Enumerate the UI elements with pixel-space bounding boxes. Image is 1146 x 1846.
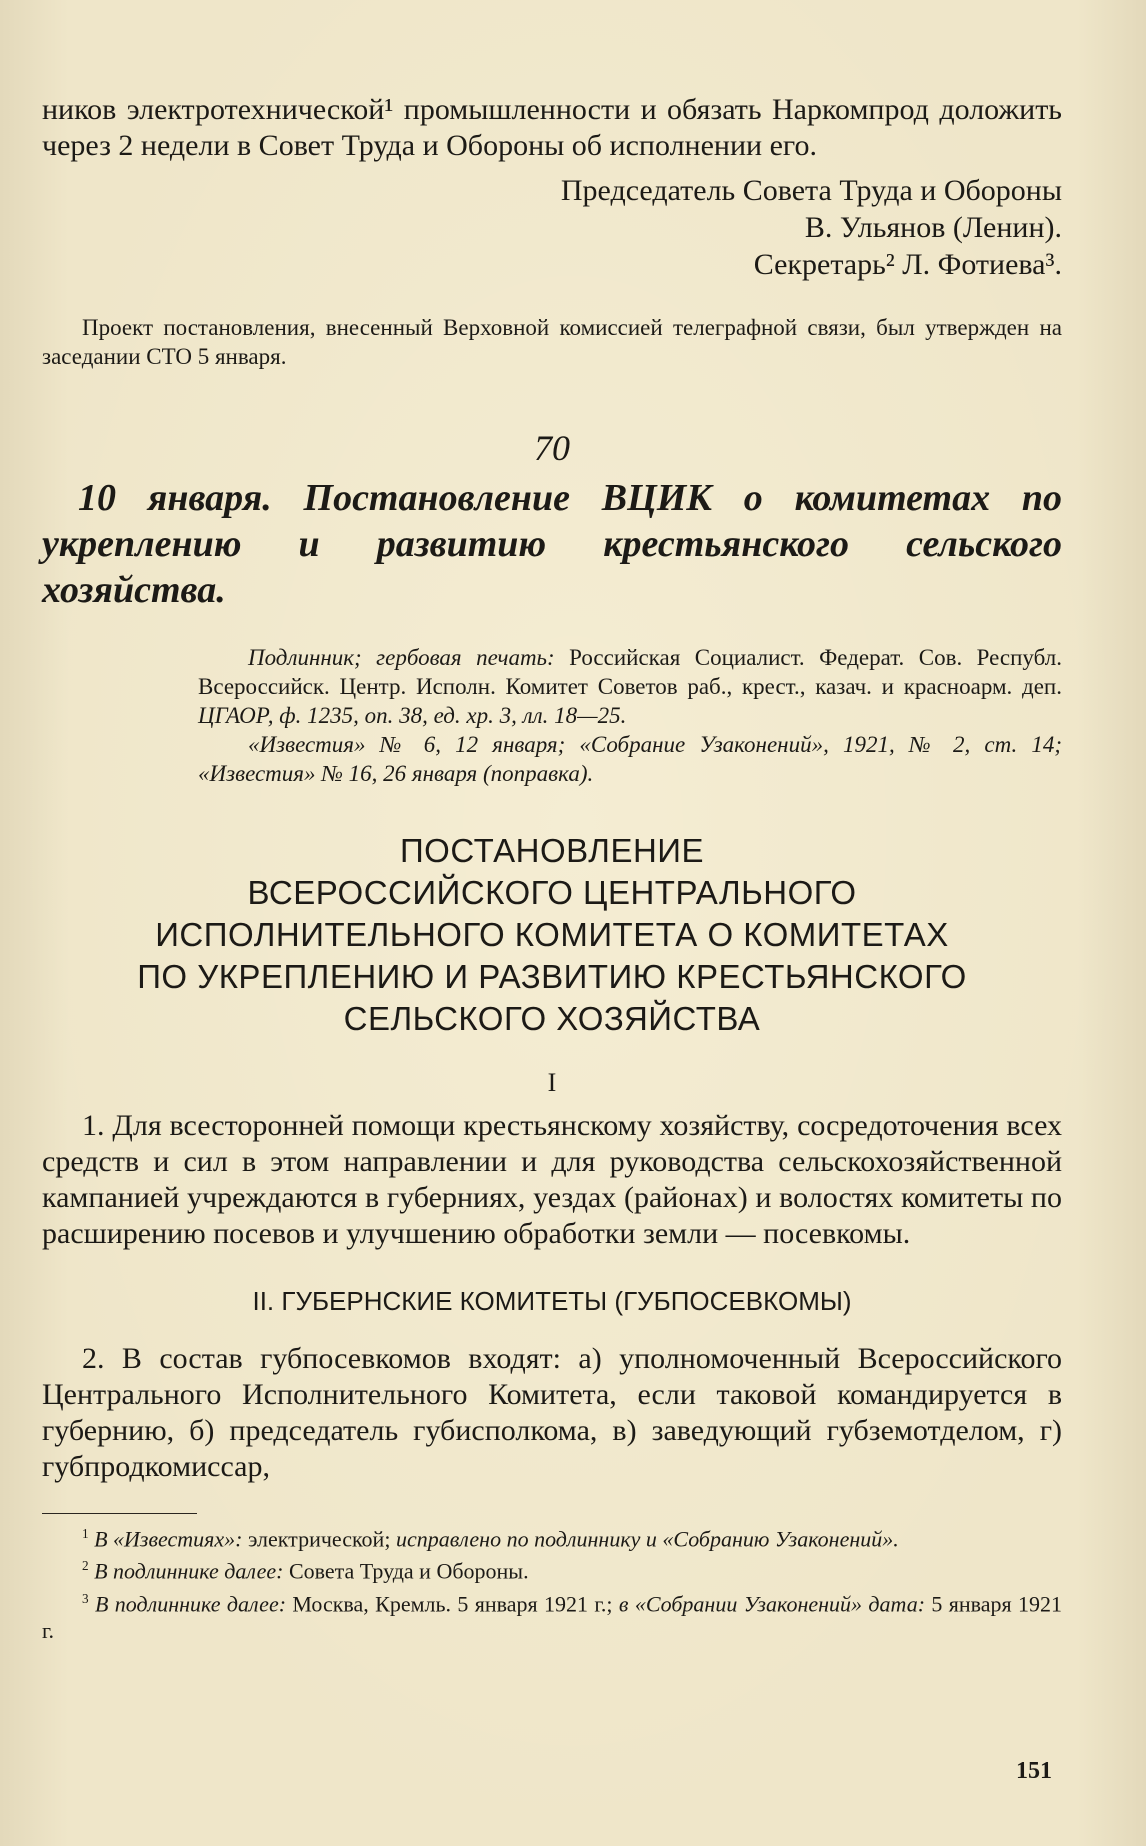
footnote-1 [42, 1520, 1062, 1552]
footnote-3 [42, 1585, 1062, 1644]
secretary-line: Секретарь² Л. Фотиева³. [753, 248, 1062, 281]
footnote-italic: в «Собрании Узаконений» дата: [618, 1590, 926, 1616]
footnote-text: Совета Труда и Обороны. [283, 1558, 529, 1584]
footnote-text: электрической; [242, 1526, 396, 1552]
footnote-italic: В «Известиях»: [94, 1526, 243, 1552]
source-archive [198, 643, 1062, 730]
page-number: 151 [1016, 1758, 1052, 1784]
footnotes [42, 1520, 1062, 1644]
footnote-italic: В подлиннике далее: [94, 1558, 284, 1584]
footnote-text: 5 января 1921 г. [42, 1590, 1063, 1643]
footnote-text: Москва, Кремль. 5 января 1921 г.; [286, 1590, 619, 1616]
continuation-paragraph: ников электротехнической¹ промышленности и обязать Наркомпрод доложить через 2 недели в Совет Труда и Обороны об исполнении его. [42, 93, 1062, 162]
heading-line: ПО УКРЕПЛЕНИЮ И РАЗВИТИЮ КРЕСТЬЯНСКОГО [137, 958, 967, 995]
source-text: Российская Социалист. Федерат. Сов. Республ. Всероссийск. Центр. Исполн. Комитет Советов раб., крест., казач. и красноарм. деп. [198, 645, 1062, 699]
paragraph-1: 1. Для всесторонней помощи крестьянскому хозяйству, сосредоточения всех средств и сил в этом направлении и для руководства сельскохозяйственной кампанией учреждаются в губерниях, уездах (районах) и волостях комитеты по расширению посевов и улучшению обработки земли — посевкомы. [42, 1109, 1062, 1250]
footnote-2 [42, 1552, 1062, 1584]
source-reference [198, 643, 1062, 788]
decree-heading [42, 830, 1062, 1040]
footnote-marker: 2 [82, 1558, 89, 1574]
footnote-marker: 1 [82, 1526, 89, 1541]
heading-line: ИСПОЛНИТЕЛЬНОГО КОМИТЕТА О КОМИТЕТАХ [155, 916, 949, 953]
publication-reference: «Известия» № 6, 12 января; «Собрание Узаконений», 1921, № 2, ст. 14; «Известия» № 16, 26 января (поправка). [198, 732, 1062, 786]
heading-line: ПОСТАНОВЛЕНИЕ [399, 832, 705, 869]
signature-title: Председатель Совета Труда и Обороны [560, 174, 1062, 207]
footnote-marker: 3 [82, 1590, 89, 1606]
paragraph-2: 2. В состав губпосевкомов входят: а) уполномоченный Всероссийского Центрального Исполнительного Комитета, если таковой командируется в губернию, б) председатель губисполкома, в) заведующий губземотделом, г) губпродкомиссар, [42, 1342, 1062, 1483]
signature-name: В. Ульянов (Ленин). [804, 211, 1062, 244]
document-number: 70 [534, 428, 570, 468]
footnote-italic: В подлиннике далее: [94, 1590, 287, 1616]
footnote-divider [42, 1513, 197, 1514]
archive-reference: ЦГАОР, ф. 1235, оп. 38, ед. хр. 3, лл. 18—25. [198, 703, 627, 728]
source-label: Подлинник; гербовая печать: [248, 645, 555, 670]
footnote-italic: исправлено по подлиннику и «Собранию Узаконений». [395, 1526, 899, 1552]
section-2-heading: II. ГУБЕРНСКИЕ КОМИТЕТЫ (ГУБПОСЕВКОМЫ) [252, 1286, 852, 1316]
signature-block [42, 172, 1062, 283]
editor-note: Проект постановления, внесенный Верховной комиссией телеграфной связи, был утвержден на заседании СТО 5 января. [42, 315, 1062, 369]
document-title: 10 января. Постановление ВЦИК о комитетах по укреплению и развитию крестьянского сельского хозяйства. [42, 477, 1062, 611]
heading-line: ВСЕРОССИЙСКОГО ЦЕНТРАЛЬНОГО [247, 874, 857, 911]
heading-line: СЕЛЬСКОГО ХОЗЯЙСТВА [343, 1000, 761, 1037]
section-numeral: I [547, 1068, 557, 1097]
